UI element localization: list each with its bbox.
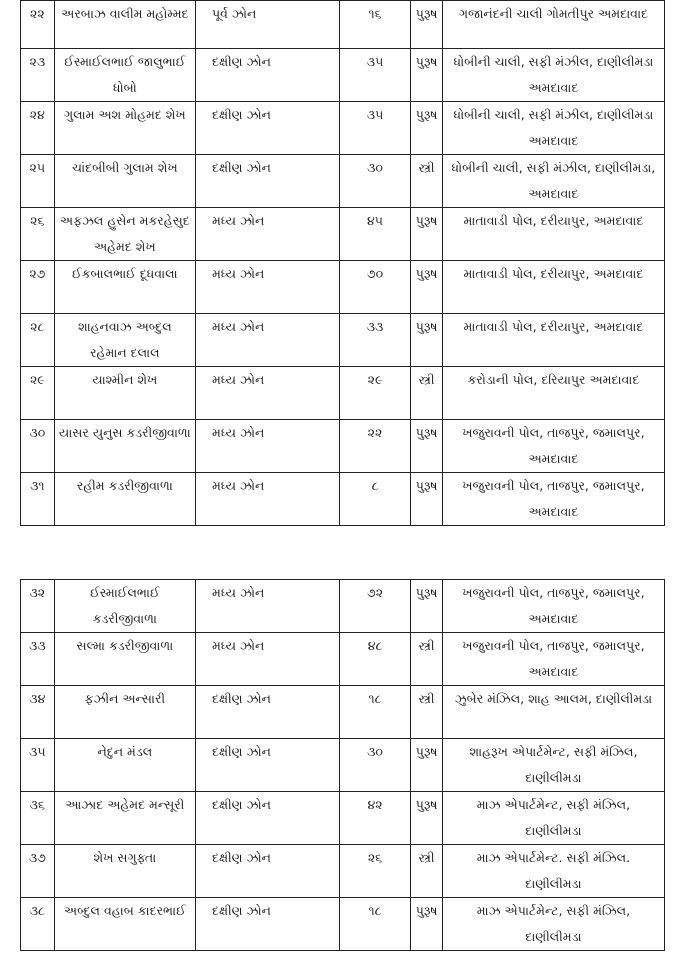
patient-table-part-2: [20, 579, 665, 951]
serial-number-cell: ૨૭: [21, 261, 55, 314]
serial-number-cell: ૩૨: [21, 580, 55, 633]
serial-number-cell: ૩૬: [21, 792, 55, 845]
serial-number-cell: ૩૦: [21, 420, 55, 473]
zone-cell: મધ્ય ઝોન: [196, 420, 340, 473]
table-row: [21, 580, 665, 633]
gender-cell: પુરૂષ: [411, 314, 442, 367]
gender-cell: પુરૂષ: [411, 420, 442, 473]
gender-cell: પુરૂષ: [411, 580, 442, 633]
name-cell: ઈકબાલભાઈ દૂધવાલા: [54, 261, 195, 314]
age-cell: ૩૦: [339, 155, 411, 208]
gender-cell: પુરૂષ: [411, 739, 442, 792]
address-cell: માતાવાડી પોલ, દરીયાપુર, અમદાવાદ: [442, 314, 664, 367]
name-cell: ફઝીન અન્સારી: [54, 686, 195, 739]
address-cell: માઝ એપાર્ટમેન્ટ. સફી મંઝિલ. દાણીલીમડા: [442, 845, 664, 898]
gender-cell: સ્ત્રી: [411, 155, 442, 208]
address-cell: ધોબીની ચાલી, સફી મંઝીલ, દાણીલીમડા અમદાવાદ: [442, 49, 664, 102]
table-row: [21, 845, 665, 898]
age-cell: ૨૬: [339, 845, 411, 898]
name-cell: ચાંદબીબી ગુલામ શેખ: [54, 155, 195, 208]
serial-number-cell: ૨૩: [21, 49, 55, 102]
serial-number-cell: ૩૭: [21, 845, 55, 898]
zone-cell: મધ્ય ઝોન: [196, 367, 340, 420]
table-row: [21, 739, 665, 792]
address-cell: ધોબીની ચાલી, સફી મંઝીલ, દાણીલીમડા, અમદાવાદ: [442, 155, 664, 208]
address-cell: ધોબીની ચાલી, સફી મંઝીલ, દાણીલીમડા અમદાવાદ: [442, 102, 664, 155]
address-cell: ખજુરાવની પોલ, તાજપુર, જમાલપુર, અમદાવાદ: [442, 473, 664, 526]
gender-cell: પુરૂષ: [411, 261, 442, 314]
gender-cell: સ્ત્રી: [411, 633, 442, 686]
age-cell: ૩૦: [339, 739, 411, 792]
address-cell: માતાવાડી પોલ, દરીયાપુર, અમદાવાદ: [442, 208, 664, 261]
gender-cell: પુરૂષ: [411, 1, 442, 49]
zone-cell: દક્ષીણ ઝોન: [196, 686, 340, 739]
name-cell: યાસર યુનુસ કડરીજીવાળા: [54, 420, 195, 473]
name-cell: રહીમ કડરીજીવાળા: [54, 473, 195, 526]
name-cell: આઝાદ અહેમદ મન્સૂરી: [54, 792, 195, 845]
serial-number-cell: ૨૫: [21, 155, 55, 208]
gender-cell: પુરૂષ: [411, 473, 442, 526]
address-cell: ખજુરાવની પોલ, તાજપુર, જમાલપુર, અમદાવાદ: [442, 580, 664, 633]
gender-cell: સ્ત્રી: [411, 367, 442, 420]
patient-table-part-1: [20, 0, 665, 526]
gender-cell: પુરૂષ: [411, 898, 442, 951]
age-cell: ૧૮: [339, 898, 411, 951]
address-cell: કરોડાની પોલ, દરિયાપુર અમદાવાદ: [442, 367, 664, 420]
age-cell: ૩૫: [339, 102, 411, 155]
table-row: [21, 633, 665, 686]
table-row: [21, 473, 665, 526]
zone-cell: દક્ષીણ ઝોન: [196, 49, 340, 102]
name-cell: ઈસ્માઈલભાઈ જાલુભાઈ ધોબો: [54, 49, 195, 102]
address-cell: માતાવાડી પોલ, દરીયાપુર, અમદાવાદ: [442, 261, 664, 314]
table-row: [21, 155, 665, 208]
serial-number-cell: ૨૮: [21, 314, 55, 367]
zone-cell: દક્ષીણ ઝોન: [196, 845, 340, 898]
zone-cell: દક્ષીણ ઝોન: [196, 155, 340, 208]
name-cell: યાશ્મીન શેખ: [54, 367, 195, 420]
table-row: [21, 686, 665, 739]
zone-cell: મધ્ય ઝોન: [196, 208, 340, 261]
age-cell: ૧૬: [339, 1, 411, 49]
zone-cell: પૂર્વ ઝોન: [196, 1, 340, 49]
gender-cell: સ્ત્રી: [411, 845, 442, 898]
age-cell: ૩૩: [339, 314, 411, 367]
zone-cell: મધ્ય ઝોન: [196, 473, 340, 526]
table-row: [21, 420, 665, 473]
serial-number-cell: ૩૫: [21, 739, 55, 792]
table-row: [21, 367, 665, 420]
name-cell: શેખ સગુફ્તા: [54, 845, 195, 898]
zone-cell: દક્ષીણ ઝોન: [196, 898, 340, 951]
serial-number-cell: ૩૩: [21, 633, 55, 686]
table-row: [21, 49, 665, 102]
table-row: [21, 1, 665, 49]
name-cell: ગુલામ અશ મોહમદ શેખ: [54, 102, 195, 155]
address-cell: ખજુરાવની પોલ, તાજપુર, જમાલપુર, અમદાવાદ: [442, 420, 664, 473]
age-cell: ૭૨: [339, 580, 411, 633]
address-cell: ખજુરાવની પોલ, તાજપુર, જમાલપુર, અમદાવાદ: [442, 633, 664, 686]
page-break-gap: [20, 535, 665, 579]
gender-cell: સ્ત્રી: [411, 686, 442, 739]
address-cell: ઝુબેર મંઝિલ, શાહ આલમ, દાણીલીમડા: [442, 686, 664, 739]
table-row: [21, 261, 665, 314]
zone-cell: દક્ષીણ ઝોન: [196, 792, 340, 845]
gender-cell: પુરૂષ: [411, 49, 442, 102]
gender-cell: પુરૂષ: [411, 208, 442, 261]
address-cell: ગજાનંદની ચાલી ગોમતીપુર અમદાવાદ: [442, 1, 664, 49]
serial-number-cell: ૨૬: [21, 208, 55, 261]
table-row: [21, 208, 665, 261]
serial-number-cell: ૩૮: [21, 898, 55, 951]
table-row: [21, 314, 665, 367]
name-cell: અબ્દુલ વહાબ કાદરભાઈ: [54, 898, 195, 951]
name-cell: શાહનવાઝ અબ્દુલ રહેમાન દલાલ: [54, 314, 195, 367]
gender-cell: પુરૂષ: [411, 792, 442, 845]
age-cell: ૭૦: [339, 261, 411, 314]
name-cell: અરબાઝ વાલીમ મહોમ્મદ: [54, 1, 195, 49]
address-cell: માઝ એપાર્ટમેન્ટ, સફી મંઝિલ, દાણીલીમડા: [442, 792, 664, 845]
serial-number-cell: ૨૯: [21, 367, 55, 420]
zone-cell: દક્ષીણ ઝોન: [196, 739, 340, 792]
address-cell: માઝ એપાર્ટમેન્ટ, સફી મંઝિલ, દાણીલીમડા: [442, 898, 664, 951]
age-cell: ૮: [339, 473, 411, 526]
age-cell: ૩૫: [339, 49, 411, 102]
serial-number-cell: ૩૪: [21, 686, 55, 739]
name-cell: ઈસ્માઈલભાઈ કડરીજીવાળા: [54, 580, 195, 633]
table-row: [21, 102, 665, 155]
zone-cell: મધ્ય ઝોન: [196, 314, 340, 367]
table-row: [21, 792, 665, 845]
zone-cell: મધ્ય ઝોન: [196, 261, 340, 314]
address-cell: શાહરૂખ એપાર્ટમેન્ટ, સફી મંઝિલ, દાણીલીમડા: [442, 739, 664, 792]
zone-cell: મધ્ય ઝોન: [196, 580, 340, 633]
table-row: [21, 898, 665, 951]
name-cell: સલ્મા કડરીજીવાળા: [54, 633, 195, 686]
zone-cell: મધ્ય ઝોન: [196, 633, 340, 686]
age-cell: ૪૮: [339, 633, 411, 686]
age-cell: ૨૯: [339, 367, 411, 420]
age-cell: ૪૫: [339, 208, 411, 261]
name-cell: નેદુન મંડલ: [54, 739, 195, 792]
serial-number-cell: ૨૨: [21, 1, 55, 49]
zone-cell: દક્ષીણ ઝોન: [196, 102, 340, 155]
age-cell: ૪૨: [339, 792, 411, 845]
serial-number-cell: ૨૪: [21, 102, 55, 155]
age-cell: ૨૨: [339, 420, 411, 473]
name-cell: અફઝલ હુસેન મકરહેસુદ અહેમદ શેખ: [54, 208, 195, 261]
gender-cell: પુરૂષ: [411, 102, 442, 155]
age-cell: ૧૮: [339, 686, 411, 739]
serial-number-cell: ૩૧: [21, 473, 55, 526]
